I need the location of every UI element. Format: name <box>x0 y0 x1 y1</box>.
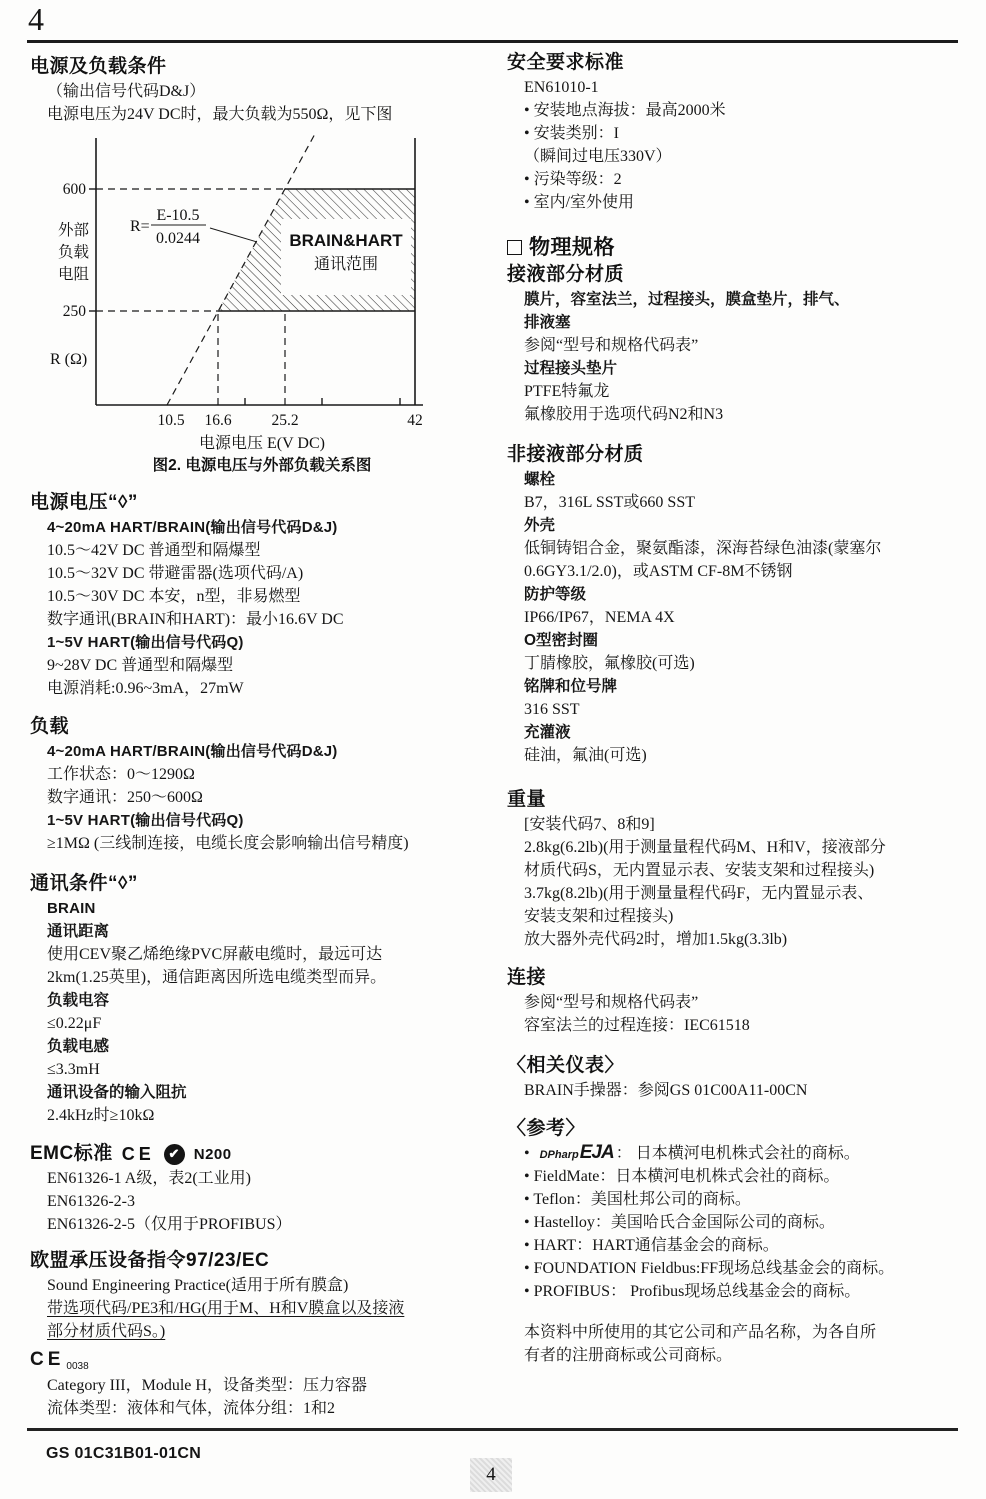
right-column <box>507 50 979 1367</box>
spec-line: • 污染等级：2 <box>524 171 622 188</box>
spec-line: 电源消耗:0.96~3mA，27mW <box>47 680 244 697</box>
top-page-number: 4 <box>28 1 44 37</box>
top-rule <box>27 40 958 43</box>
spec-line: O型密封圈 <box>524 632 599 649</box>
footer-page-number: 4 <box>486 1464 496 1485</box>
ytick-label-250: 250 <box>62 303 86 320</box>
spec-line: 氟橡胶用于选项代码N2和N3 <box>524 406 724 423</box>
spec-line: [安装代码7、8和9] <box>524 816 655 833</box>
section-title-ped: 欧盟承压设备指令97/23/EC <box>30 1250 270 1271</box>
section-title-reference: 〈参考〉 <box>507 1118 586 1139</box>
trademark-list <box>524 1165 979 1303</box>
figure-2-load-vs-voltage-chart <box>44 132 468 477</box>
formula-numerator: E-10.5 <box>156 207 200 224</box>
ylabel-line2: 负载 <box>58 244 90 261</box>
section-connection <box>507 965 979 1037</box>
spec-line: 4~20mA HART/BRAIN(输出信号代码D&J) <box>47 743 338 760</box>
xtick-label-10-5: 10.5 <box>157 412 185 429</box>
spec-line: EN61326-1 A级，表2(工业用) <box>47 1170 251 1187</box>
spec-line: 10.5～32V DC 带避雷器(选项代码/A) <box>47 565 304 582</box>
figure-2 <box>44 132 495 482</box>
section-title-supply-voltage: 电源电压“◊” <box>30 492 138 513</box>
spec-line: 流体类型：液体和气体，流体分组：1和2 <box>47 1400 336 1418</box>
safety-lines <box>524 76 979 214</box>
wetted-materials-lines <box>524 288 979 426</box>
spec-line: PTFE特氟龙 <box>524 383 610 400</box>
section-title-load: 负载 <box>30 716 70 737</box>
ctick-mark-icon: ✔ <box>164 1144 185 1165</box>
section-ped <box>30 1248 495 1420</box>
spec-line: 316 SST <box>524 701 580 718</box>
spec-line: （瞬间过电压330V） <box>524 148 672 165</box>
spec-line: 材质代码S，无内置显示表、安装支架和过程接头) <box>524 862 875 879</box>
spec-line: 防护等级 <box>524 586 587 603</box>
footer-page-number-box <box>470 1458 512 1492</box>
spec-line: IP66/IP67，NEMA 4X <box>524 609 675 626</box>
spec-line: • 室内/室外使用 <box>524 194 635 211</box>
bullet-glyph: • <box>524 1145 530 1162</box>
trademark-line: • FOUNDATION Fieldbus:FF现场总线基金会的商标。 <box>524 1260 895 1277</box>
spec-line: EN61326-2-3 <box>47 1193 135 1210</box>
ylabel-line3: 电阻 <box>58 266 90 283</box>
section-title-connection: 连接 <box>507 967 547 988</box>
trademark-text: ： 日本横河电机株式会社的商标。 <box>615 1145 860 1162</box>
section-title-related-instruments: 〈相关仪表〉 <box>507 1055 625 1076</box>
spec-line: 安装支架和过程接头) <box>524 908 674 925</box>
spec-line: 外壳 <box>524 517 556 534</box>
spec-line: 排液塞 <box>524 314 571 331</box>
spec-line: 使用CEV聚乙烯绝缘PVC屏蔽电缆时，最远可达 <box>47 946 383 963</box>
spec-line: 丁腈橡胶，氟橡胶(可选) <box>524 655 695 672</box>
ylabel-line1: 外部 <box>58 222 90 239</box>
section-title-physical-spec <box>507 234 979 262</box>
note-line: 有者的注册商标或公司商标。 <box>524 1347 733 1364</box>
spec-line: 部分材质代码S。) <box>47 1323 166 1340</box>
spec-line: ≤0.22μF <box>47 1015 102 1032</box>
nonwetted-materials-lines <box>524 468 979 767</box>
spec-line: ≥1MΩ (三线制连接，电缆长度会影响输出信号精度) <box>47 835 409 852</box>
section-reference <box>507 1116 979 1367</box>
spec-line: • 安装类别：I <box>524 125 619 142</box>
footer-rule <box>27 1428 958 1431</box>
section-load <box>30 714 495 855</box>
formula-leader-line <box>210 228 257 242</box>
spec-line: 膜片，容室法兰，过程接头，膜盒垫片，排气、 <box>524 291 850 308</box>
ylabel-unit: R (Ω) <box>50 351 88 368</box>
spec-line: 通讯设备的输入阻抗 <box>47 1084 187 1101</box>
spec-line: 4~20mA HART/BRAIN(输出信号代码D&J) <box>47 519 338 536</box>
eja-logo: EJA <box>579 1142 614 1163</box>
spec-line: 数字通讯：250～600Ω <box>47 789 203 806</box>
spec-line: 硅油，氟油(可选) <box>524 747 647 764</box>
communication-lines <box>47 897 495 1127</box>
emc-title-text: EMC标准 <box>30 1143 113 1164</box>
section-related-instruments <box>507 1053 979 1102</box>
spec-line: 带选项代码/PE3和/HG(用于M、H和V膜盒以及接液 <box>47 1300 405 1317</box>
xtick-label-16-6: 16.6 <box>204 412 232 429</box>
spec-line: 数字通讯(BRAIN和HART)：最小16.6V DC <box>47 611 344 628</box>
comm-range-label-line2: 通讯范围 <box>313 256 379 273</box>
trademark-note <box>524 1321 979 1367</box>
section-safety <box>507 50 979 214</box>
section-physical-spec <box>507 234 979 262</box>
spec-line: 负载电感 <box>47 1038 110 1055</box>
spec-line: 工作状态：0～1290Ω <box>47 766 195 783</box>
spec-line: 充灌液 <box>524 724 571 741</box>
spec-line: EN61010-1 <box>524 79 599 96</box>
section-title-power-load: 电源及负载条件 <box>30 56 167 77</box>
note-line: 本资料中所使用的其它公司和产品名称，为各自所 <box>524 1324 877 1341</box>
section-title-nonwetted-materials: 非接液部分材质 <box>507 444 644 465</box>
spec-line: 1~5V HART(输出信号代码Q) <box>47 812 244 829</box>
reference-lines <box>524 1142 979 1303</box>
trademark-line: • FieldMate：日本横河电机株式会社的商标。 <box>524 1168 840 1185</box>
supply-voltage-lines <box>47 516 495 700</box>
xtick-label-25-2: 25.2 <box>271 412 299 429</box>
ce-mark-icon: CE <box>30 1349 65 1370</box>
left-column <box>30 54 495 1420</box>
spec-line: 放大器外壳代码2时，增加1.5kg(3.3lb) <box>524 931 788 948</box>
trademark-line: • Hastelloy：美国哈氏合金国际公司的商标。 <box>524 1214 835 1231</box>
section-emc <box>30 1141 495 1236</box>
spec-line: 10.5～42V DC 普通型和隔爆型 <box>47 542 261 559</box>
physical-spec-title-text: 物理规格 <box>529 236 615 259</box>
section-title-safety: 安全要求标准 <box>507 52 625 73</box>
spec-line: B7，316L SST或660 SST <box>524 494 695 511</box>
section-title-weight: 重量 <box>507 789 547 810</box>
ce-notified-body-number: 0038 <box>66 1361 89 1373</box>
trademark-line: • Teflon：美国杜邦公司的商标。 <box>524 1191 751 1208</box>
ce-mark-icon: CE <box>121 1143 155 1164</box>
spec-line: • 安装地点海拔：最高2000米 <box>524 102 726 119</box>
section-title-wetted-materials: 接液部分材质 <box>507 264 625 285</box>
spec-line: 负载电容 <box>47 992 110 1009</box>
spec-line: 10.5～30V DC 本安，n型，非易燃型 <box>47 588 301 605</box>
connection-lines <box>524 991 979 1037</box>
formula-prefix: R= <box>130 218 150 235</box>
related-instruments-lines <box>524 1079 979 1102</box>
ped-lines-2 <box>47 1374 495 1420</box>
comm-range-label-line1: BRAIN&HART <box>289 231 403 250</box>
spec-line: Sound Engineering Practice(适用于所有膜盒) <box>47 1277 349 1294</box>
footer-document-number: GS 01C31B01-01CN <box>46 1445 202 1462</box>
spec-line: 低铜铸铝合金，聚氨酯漆，深海苔绿色油漆(蒙塞尔 <box>524 540 882 557</box>
load-lines <box>47 740 495 855</box>
spec-line: （输出信号代码D&J） <box>47 83 206 100</box>
trademark-line: • HART：HART通信基金会的商标。 <box>524 1237 779 1254</box>
spec-line: BRAIN <box>47 900 96 917</box>
spec-line: 1~5V HART(输出信号代码Q) <box>47 634 244 651</box>
spec-line: 过程接头垫片 <box>524 360 618 377</box>
section-wetted-materials <box>507 262 979 426</box>
formula-denominator: 0.0244 <box>156 230 200 247</box>
section-supply-voltage <box>30 490 495 700</box>
section-title-communication: 通讯条件“◊” <box>30 873 138 894</box>
spec-line: 铭牌和位号牌 <box>524 678 618 695</box>
ped-lines <box>47 1274 495 1343</box>
spec-line: 参阅“型号和规格代码表” <box>524 337 699 354</box>
emc-lines <box>47 1167 495 1236</box>
trademark-line-dpharp-eja <box>524 1142 979 1165</box>
section-title-emc <box>30 1141 495 1167</box>
section-weight <box>507 787 979 951</box>
spec-line: 2.4kHz时≥10kΩ <box>47 1107 155 1124</box>
section-nonwetted-materials <box>507 442 979 767</box>
spec-line: 9~28V DC 普通型和隔爆型 <box>47 657 234 674</box>
dpharp-logo: DPharp <box>539 1149 579 1161</box>
spec-line: 2.8kg(6.2lb)(用于测量量程代码M、H和V，接液部分 <box>524 839 886 856</box>
figure-caption: 图2. 电源电压与外部负载关系图 <box>152 457 372 474</box>
weight-lines <box>524 813 979 951</box>
spec-line: 2km(1.25英里)，通信距离因所选电缆类型而异。 <box>47 969 387 986</box>
spec-line: 电源电压为24V DC时，最大负载为550Ω，见下图 <box>47 106 393 123</box>
spec-line: EN61326-2-5（仅用于PROFIBUS） <box>47 1216 292 1233</box>
spec-line: 参阅“型号和规格代码表” <box>524 994 699 1011</box>
section-power-load <box>30 54 495 126</box>
square-bullet-icon <box>507 240 522 255</box>
spec-line: 0.6GY3.1/2.0)，或ASTM CF-8M不锈钢 <box>524 563 793 580</box>
spec-line: 3.7kg(8.2lb)(用于测量量程代码F，无内置显示表、 <box>524 885 874 902</box>
spec-line: 螺栓 <box>524 471 556 488</box>
spec-line: 通讯距离 <box>47 923 110 940</box>
section-communication <box>30 871 495 1127</box>
power-load-lines <box>47 80 495 126</box>
spec-line: ≤3.3mH <box>47 1061 100 1078</box>
ytick-label-600: 600 <box>62 181 86 198</box>
spec-line: BRAIN手操器：参阅GS 01C00A11-00CN <box>524 1082 808 1099</box>
ce-0038-mark <box>30 1349 495 1372</box>
spec-line: 容室法兰的过程连接：IEC61518 <box>524 1017 750 1034</box>
xlabel: 电源电压 E(V DC) <box>199 435 325 452</box>
ctick-number: N200 <box>193 1145 232 1163</box>
trademark-line: • PROFIBUS： Profibus现场总线基金会的商标。 <box>524 1283 861 1300</box>
xtick-label-42: 42 <box>407 412 423 429</box>
spec-line: Category III，Module H，设备类型：压力容器 <box>47 1377 367 1395</box>
